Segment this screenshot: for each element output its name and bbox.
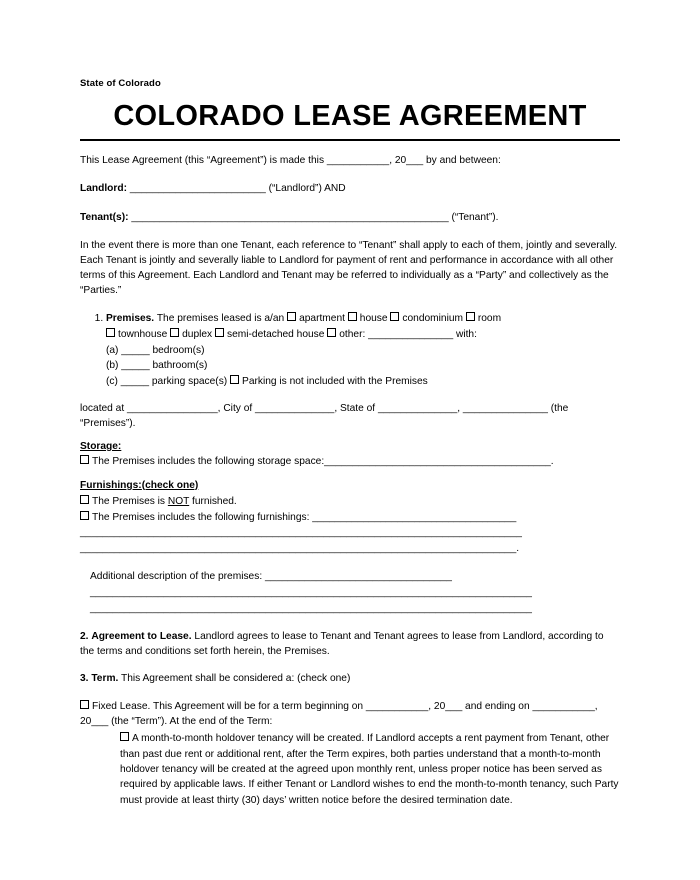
term-body: This Agreement shall be considered a: (check one)	[121, 673, 351, 685]
checkbox-room-group[interactable]	[466, 313, 501, 324]
option-parking-not-included-label: Parking is not included with the Premises	[242, 376, 428, 388]
premises-heading: Premises.	[106, 313, 155, 325]
term-number: 3.	[80, 673, 89, 685]
checkbox-duplex-group[interactable]	[170, 329, 212, 340]
page-title: COLORADO LEASE AGREEMENT	[113, 100, 587, 132]
agreement-to-lease-number: 2.	[80, 631, 89, 643]
term-heading: Term.	[91, 673, 119, 685]
furnishings-heading-text: Furnishings:	[80, 479, 142, 491]
holdover-row	[120, 731, 620, 807]
storage-option-row	[80, 454, 620, 470]
checkbox-fixed-lease-icon[interactable]	[80, 700, 89, 709]
checkbox-other-icon[interactable]	[327, 328, 336, 337]
located-at-line: located at ________________, City of ______________, State of ______________, _______________ (the “Premises”).	[80, 403, 569, 429]
additional-description-line-2: ______________________________________________________________________________	[90, 586, 532, 598]
checkbox-other-group[interactable]	[327, 329, 453, 340]
checkbox-parking-not-included-icon[interactable]	[230, 375, 239, 384]
premises-with-label: with:	[455, 328, 477, 340]
premises-detail-bedrooms: (a) _____ bedroom(s)	[106, 344, 205, 356]
checkbox-house-icon[interactable]	[348, 312, 357, 321]
furnishings-heading	[80, 480, 620, 491]
multi-tenant-paragraph: In the event there is more than one Tenant, each reference to “Tenant” shall apply to each of them, jointly and severally. Each Tenant is jointly and severally liable to Landlord for payment of rent and performance in accordance with all other terms of this Agreement. Each Landlord and Tenant may be referred to individually as a “Party” and collectively as the “Parties.”	[80, 240, 618, 296]
option-duplex-label: duplex	[182, 328, 213, 340]
agreement-to-lease-paragraph	[80, 630, 620, 660]
checkbox-condominium-icon[interactable]	[390, 312, 399, 321]
additional-description-label: Additional description of the premises:	[90, 571, 263, 583]
fixed-lease-body: This Agreement will be for a term beginning on ___________, 20___ and ending on ___________, 20___ (the “Term”). At the end of the Term:	[80, 700, 598, 728]
premises-detail-parking-label: (c) _____ parking space(s)	[106, 376, 228, 388]
tenant-blank: ________________________________________________________ (“Tenant”).	[131, 211, 499, 223]
checkbox-townhouse-icon[interactable]	[106, 328, 115, 337]
checkbox-apartment-group[interactable]	[287, 313, 345, 324]
tenant-line	[80, 211, 620, 225]
option-townhouse-label: townhouse	[118, 328, 168, 340]
storage-option-label: The Premises includes the following storage space:________________________________________.	[92, 455, 554, 467]
intro-paragraph: This Lease Agreement (this “Agreement”) is made this ___________, 20___ by and between:	[80, 154, 501, 166]
holdover-body: A month-to-month holdover tenancy will be created. If Landlord accepts a rent payment from Tenant, other than past due rent or additional rent, after the Term expires, both parties understand that a month-to-month holdover tenancy will be created at the agreed upon monthly rent, unless proper notice has been served as required by applicable laws. If either Tenant or Landlord wishes to end the month-to-month tenancy, such Party must provide at least thirty (30) days’ written notice before the desired termination date.	[120, 733, 619, 806]
checkbox-condominium-group[interactable]	[390, 313, 463, 324]
not-furnished-pre: The Premises is	[92, 495, 168, 507]
term-paragraph	[80, 672, 620, 687]
tenant-label: Tenant(s):	[80, 211, 129, 223]
premises-detail-bathrooms: (b) _____ bathroom(s)	[106, 360, 208, 372]
state-line: State of Colorado	[80, 78, 161, 89]
furnishings-option-not-furnished	[80, 494, 620, 510]
premises-detail-parking	[106, 374, 620, 390]
premises-options-row2	[106, 327, 620, 343]
fixed-lease-label: Fixed Lease.	[92, 700, 151, 712]
landlord-blank: ________________________ (“Landlord”) AND	[129, 183, 346, 195]
landlord-label: Landlord:	[80, 183, 127, 195]
furnishings-heading-note: (check one)	[141, 479, 199, 491]
premises-list	[80, 311, 620, 390]
premises-item	[106, 311, 620, 390]
option-other-label: other: _______________	[339, 328, 454, 340]
option-room-label: room	[477, 313, 502, 325]
checkbox-not-furnished-icon[interactable]	[80, 495, 89, 504]
checkbox-parking-not-included-group[interactable]	[230, 376, 428, 387]
checkbox-duplex-icon[interactable]	[170, 328, 179, 337]
checkbox-room-icon[interactable]	[466, 312, 475, 321]
landlord-line	[80, 182, 620, 196]
title-divider	[80, 139, 620, 141]
furnished-label: The Premises includes the following furnishings: ____________________________________	[92, 511, 517, 523]
agreement-to-lease-heading: Agreement to Lease.	[91, 631, 192, 643]
checkbox-house-group[interactable]	[348, 313, 388, 324]
not-furnished-post: furnished.	[189, 495, 237, 507]
option-semidetached-label: semi-detached house	[227, 328, 325, 340]
not-furnished-emphasis: NOT	[167, 495, 190, 507]
premises-lead: The premises leased is a/an	[156, 313, 285, 325]
checkbox-holdover-icon[interactable]	[120, 732, 129, 741]
option-apartment-label: apartment	[299, 313, 345, 325]
fixed-lease-row	[80, 699, 620, 730]
checkbox-furnished-icon[interactable]	[80, 511, 89, 520]
storage-heading: Storage:	[80, 440, 122, 452]
checkbox-apartment-icon[interactable]	[287, 312, 296, 321]
checkbox-semidetached-icon[interactable]	[215, 328, 224, 337]
checkbox-semidetached-group[interactable]	[215, 329, 324, 340]
additional-description-line-3: ______________________________________________________________________________	[90, 602, 532, 614]
furnishings-option-furnished	[80, 510, 620, 526]
agreement-to-lease-body: Landlord agrees to lease to Tenant and Tenant agrees to lease from Landlord, according to the terms and conditions set forth herein, the Premises.	[80, 631, 604, 658]
option-condominium-label: condominium	[402, 313, 463, 325]
checkbox-storage-icon[interactable]	[80, 455, 89, 464]
furnishings-rule-1: ______________________________________________________________________________	[80, 527, 522, 539]
checkbox-townhouse-group[interactable]	[106, 329, 167, 340]
additional-description-line-1: _________________________________	[265, 571, 452, 583]
furnishings-rule-2: _____________________________________________________________________________.	[80, 543, 520, 555]
option-house-label: house	[359, 313, 388, 325]
additional-description-row	[90, 569, 620, 585]
